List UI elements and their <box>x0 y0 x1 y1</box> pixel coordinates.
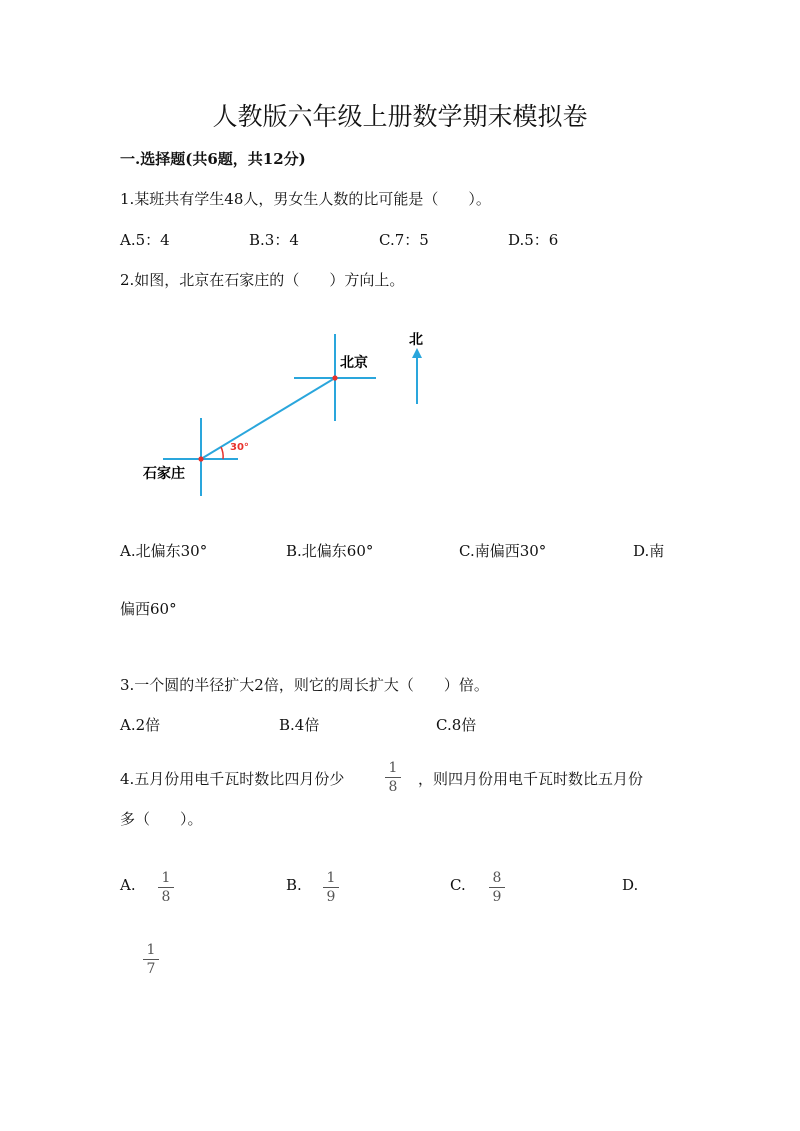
fraction-denominator: 8 <box>388 779 398 795</box>
question-3-text: 3.一个圆的半径扩大2倍，则它的周长扩大（ ）倍。 <box>120 676 489 694</box>
q4-option-c-fraction[interactable] <box>489 870 505 905</box>
q2-option-d-continued: 偏西60° <box>120 600 177 618</box>
fraction-denominator: 8 <box>161 889 171 905</box>
q2-option-c[interactable]: C.南偏西30° <box>459 542 547 560</box>
q1-option-d[interactable]: D.5：6 <box>508 231 559 249</box>
q4-option-a-label[interactable]: A. <box>120 876 136 894</box>
fraction-numerator: 1 <box>161 870 171 886</box>
north-label: 北 <box>409 332 423 348</box>
fraction-denominator: 7 <box>146 961 156 977</box>
page-title: 人教版六年级上册数学期末模拟卷 <box>212 102 588 131</box>
fraction-bar <box>385 777 401 778</box>
beijing-dot <box>332 375 337 380</box>
fraction-bar <box>158 887 174 888</box>
q2-option-d[interactable]: D.南 <box>633 542 665 560</box>
q1-option-b[interactable]: B.3：4 <box>249 231 299 249</box>
question-4-fraction <box>385 760 401 795</box>
q3-option-a[interactable]: A.2倍 <box>120 716 161 734</box>
fraction-denominator: 9 <box>326 889 336 905</box>
q4-option-d-fraction[interactable] <box>143 942 159 977</box>
question-1-text: 1.某班共有学生48人，男女生人数的比可能是（ ）。 <box>120 190 491 208</box>
shijiazhuang-label: 石家庄 <box>143 466 185 482</box>
q4-option-d-label[interactable]: D. <box>622 876 639 894</box>
shijiazhuang-dot <box>198 456 203 461</box>
fraction-bar <box>323 887 339 888</box>
q4-option-a-fraction[interactable] <box>158 870 174 905</box>
q4-option-c-label[interactable]: C. <box>450 876 466 894</box>
q3-option-c[interactable]: C.8倍 <box>436 716 477 734</box>
question-4-text-after: ，则四月份用电千瓦时数比五月份 <box>418 770 644 788</box>
fraction-bar <box>143 959 159 960</box>
angle-arc <box>221 447 223 459</box>
question-4-text-line2: 多（ ）。 <box>120 810 203 828</box>
section-heading: 一.选择题(共6题，共12分) <box>120 150 306 168</box>
q1-option-c[interactable]: C.7：5 <box>379 231 429 249</box>
connecting-line <box>201 378 335 459</box>
fraction-numerator: 1 <box>326 870 336 886</box>
beijing-label: 北京 <box>340 355 368 371</box>
q3-option-b[interactable]: B.4倍 <box>279 716 320 734</box>
fraction-numerator: 1 <box>146 942 156 958</box>
question-4-text-before: 4.五月份用电千瓦时数比四月份少 <box>120 770 345 788</box>
q2-option-b[interactable]: B.北偏东60° <box>286 542 374 560</box>
question-2-text: 2.如图，北京在石家庄的（ ）方向上。 <box>120 271 405 289</box>
fraction-numerator: 1 <box>388 760 398 776</box>
q2-option-a[interactable]: A.北偏东30° <box>120 542 208 560</box>
north-arrow-head <box>412 348 422 358</box>
fraction-denominator: 9 <box>492 889 502 905</box>
angle-label: 30° <box>230 442 249 453</box>
fraction-bar <box>489 887 505 888</box>
direction-figure <box>130 320 450 505</box>
q4-option-b-label[interactable]: B. <box>286 876 302 894</box>
q1-option-a[interactable]: A.5：4 <box>120 231 170 249</box>
q4-option-b-fraction[interactable] <box>323 870 339 905</box>
fraction-numerator: 8 <box>492 870 502 886</box>
